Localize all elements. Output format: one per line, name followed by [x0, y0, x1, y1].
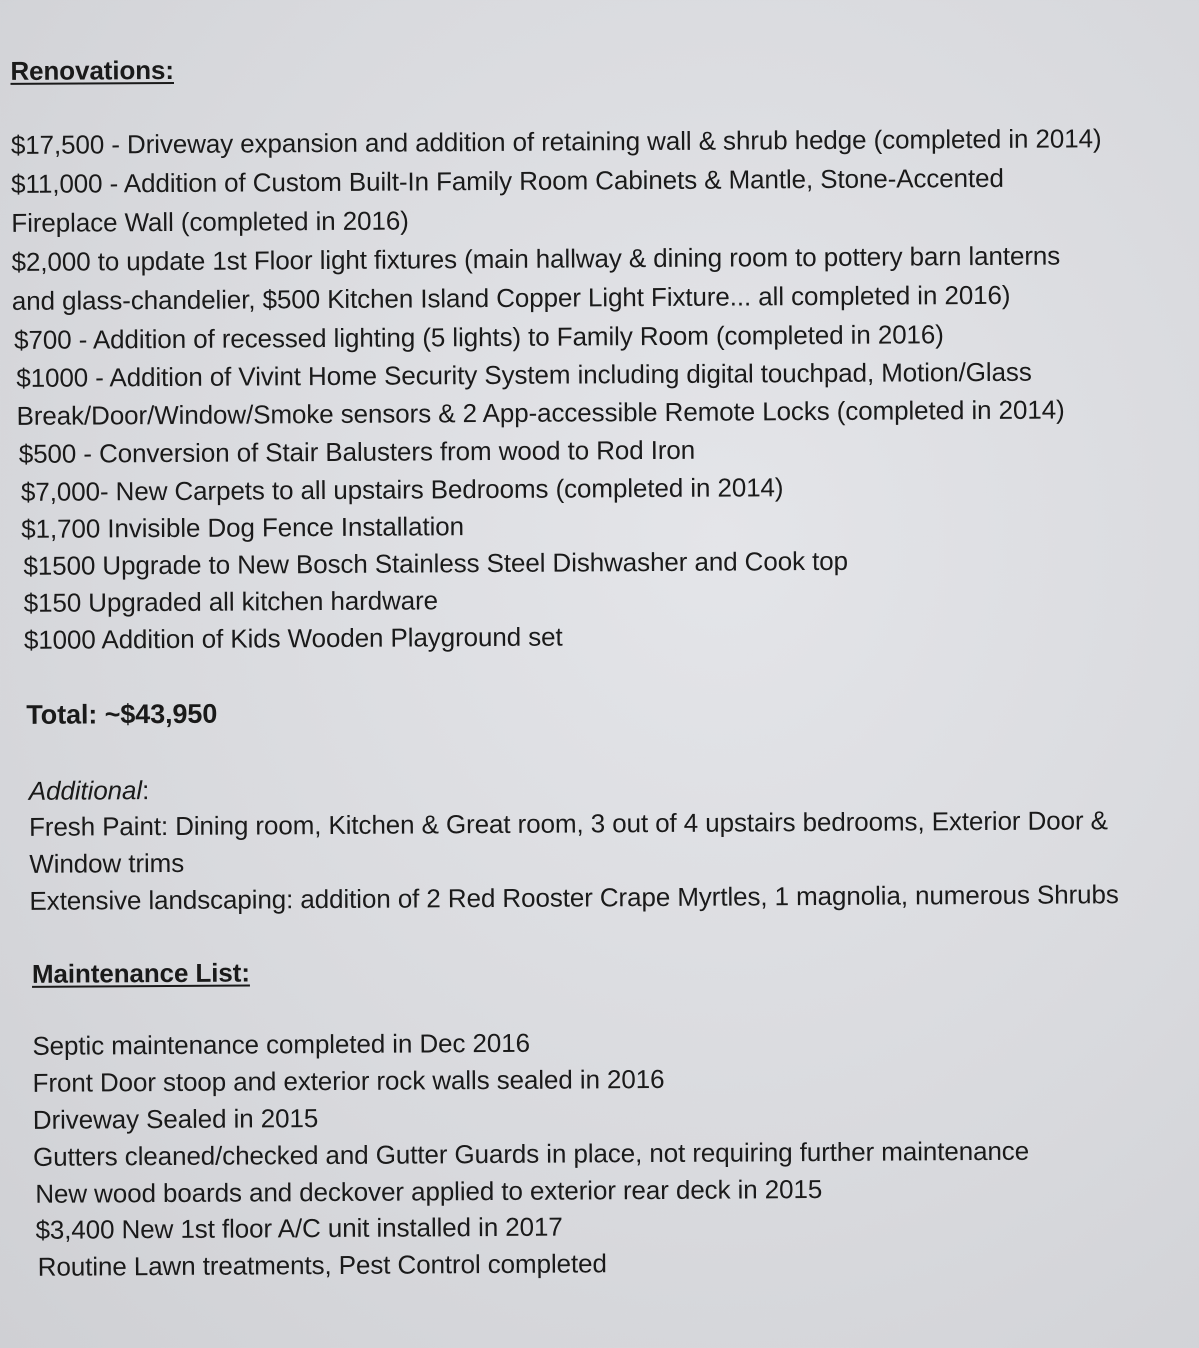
additional-line: Fresh Paint: Dining room, Kitchen & Great room, 3 out of 4 upstairs bedrooms, Exterior Door & — [28, 805, 1108, 842]
additional-line: Window trims — [29, 847, 185, 879]
renovation-line: $11,000 - Addition of Custom Built-In Family Room Cabinets & Mantle, Stone-Accented — [11, 162, 1004, 199]
additional-heading-label: Additional — [28, 775, 143, 806]
additional-heading — [29, 775, 150, 806]
renovation-line: $17,500 - Driveway expansion and addition of retaining wall & shrub hedge (completed in 2014) — [10, 123, 1102, 160]
additional-heading-colon: : — [141, 775, 150, 806]
renovations-heading: Renovations: — [10, 54, 175, 86]
total-amount: Total: ~$43,950 — [26, 698, 218, 730]
maintenance-heading: Maintenance List: — [31, 957, 250, 989]
renovation-line: $1,700 Invisible Dog Fence Installation — [21, 511, 465, 544]
renovation-line: Fireplace Wall (completed in 2016) — [11, 205, 409, 238]
renovation-line: $1000 Addition of Kids Wooden Playground set — [23, 621, 563, 655]
renovation-line: Break/Door/Window/Smoke sensors & 2 App-accessible Remote Locks (completed in 2014) — [16, 394, 1065, 431]
renovation-line: $500 - Conversion of Stair Balusters from wood to Rod Iron — [18, 434, 696, 469]
renovation-line: $1000 - Addition of Vivint Home Security System including digital touchpad, Motion/Glass — [16, 356, 1032, 393]
renovation-line: $2,000 to update 1st Floor light fixtures (main hallway & dining room to pottery barn lanterns — [11, 240, 1061, 277]
maintenance-line: Gutters cleaned/checked and Gutter Guards in place, not requiring further maintenance — [32, 1135, 1030, 1172]
maintenance-line: Routine Lawn treatments, Pest Control completed — [37, 1248, 607, 1282]
renovation-line: $7,000- New Carpets to all upstairs Bedrooms (completed in 2014) — [20, 472, 784, 507]
renovation-line: $700 - Addition of recessed lighting (5 lights) to Family Room (completed in 2016) — [13, 319, 944, 355]
maintenance-line: $3,400 New 1st floor A/C unit installed in 2017 — [35, 1211, 563, 1245]
maintenance-line: Front Door stoop and exterior rock walls sealed in 2016 — [32, 1063, 665, 1098]
renovation-line: and glass-chandelier, $500 Kitchen Island Copper Light Fixture... all completed in 2016) — [11, 279, 1011, 316]
renovation-line: $150 Upgraded all kitchen hardware — [23, 585, 439, 618]
maintenance-line: Septic maintenance completed in Dec 2016 — [32, 1027, 531, 1061]
renovation-line: $1500 Upgrade to New Bosch Stainless Steel Dishwasher and Cook top — [23, 545, 848, 581]
maintenance-line: New wood boards and deckover applied to exterior rear deck in 2015 — [35, 1174, 823, 1209]
maintenance-line: Driveway Sealed in 2015 — [32, 1103, 319, 1135]
additional-line: Extensive landscaping: addition of 2 Red Rooster Crape Myrtles, 1 magnolia, numerous Shrubs — [29, 879, 1119, 916]
